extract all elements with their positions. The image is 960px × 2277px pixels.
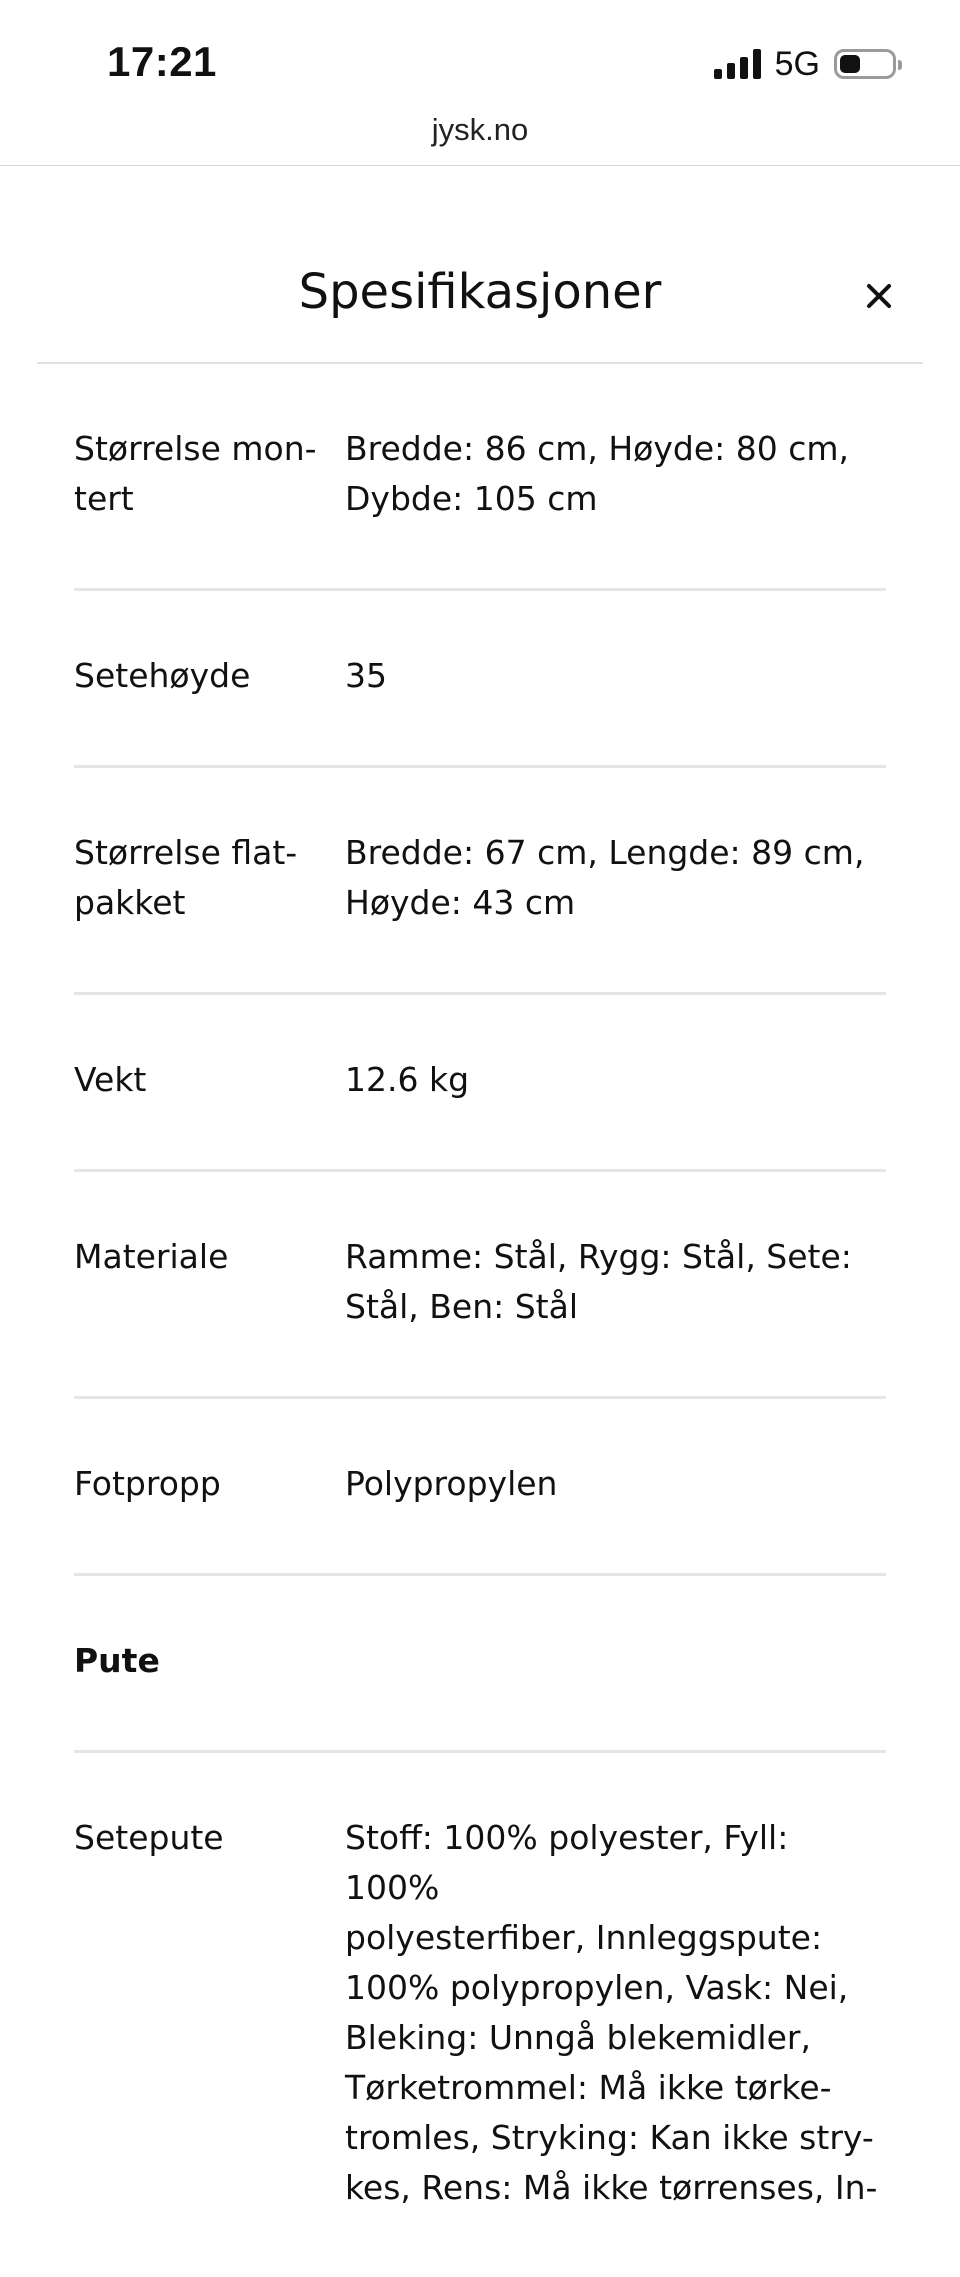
- spec-value: Bredde: 67 cm, Lengde: 89 cm, Høyde: 43 cm: [345, 833, 865, 922]
- spec-row: [74, 1172, 886, 1399]
- modal-header: [37, 240, 923, 364]
- spec-label: Setehøyde: [74, 656, 251, 695]
- spec-value: Bredde: 86 cm, Høyde: 80 cm, Dybde: 105 cm: [345, 429, 849, 518]
- status-indicators: [714, 44, 896, 84]
- spec-label: Materiale: [74, 1237, 229, 1276]
- spec-row: [74, 364, 886, 591]
- close-button[interactable]: [857, 274, 901, 318]
- url-text: jysk.no: [431, 112, 529, 147]
- spec-row: [74, 995, 886, 1172]
- status-time: 17:21: [107, 38, 217, 85]
- modal-title: Spesifikasjoner: [298, 264, 662, 320]
- section-title: Pute: [74, 1641, 160, 1680]
- signal-icon: [714, 49, 761, 79]
- spec-value: 35: [345, 656, 387, 695]
- section-header: [74, 1576, 886, 1753]
- spec-label: Vekt: [74, 1060, 147, 1099]
- spec-value: Stoff: 100% polyester, Fyll: 100% polyesterfiber, Innleggspute: 100% polypropylen, Vask: Nei, Bleking: Unngå blekemidler, Tørketrommel: Må ikke tørke- tromles, Stryking: Kan ikke stry- kes, Rens: Må ikke tørrenses, In-: [345, 1818, 878, 2207]
- spec-row: [74, 591, 886, 768]
- spec-label: Størrelse mon- tert: [74, 429, 317, 518]
- spec-value: 12.6 kg: [345, 1060, 470, 1099]
- spec-row: [74, 1399, 886, 1576]
- spec-list: [74, 364, 886, 2277]
- battery-icon: [834, 49, 896, 79]
- spec-label: Setepute: [74, 1818, 224, 1857]
- network-label: 5G: [774, 44, 820, 83]
- spec-row: [74, 768, 886, 995]
- status-bar: [0, 0, 960, 110]
- spec-value: Ramme: Stål, Rygg: Stål, Sete: Stål, Ben: Stål: [345, 1237, 852, 1326]
- spec-label: Fotpropp: [74, 1464, 221, 1503]
- spec-row: [74, 1753, 886, 2277]
- spec-value: Polypropylen: [345, 1464, 558, 1503]
- spec-label: Størrelse flat- pakket: [74, 833, 298, 922]
- url-bar[interactable]: [0, 110, 960, 166]
- close-icon: [857, 274, 901, 318]
